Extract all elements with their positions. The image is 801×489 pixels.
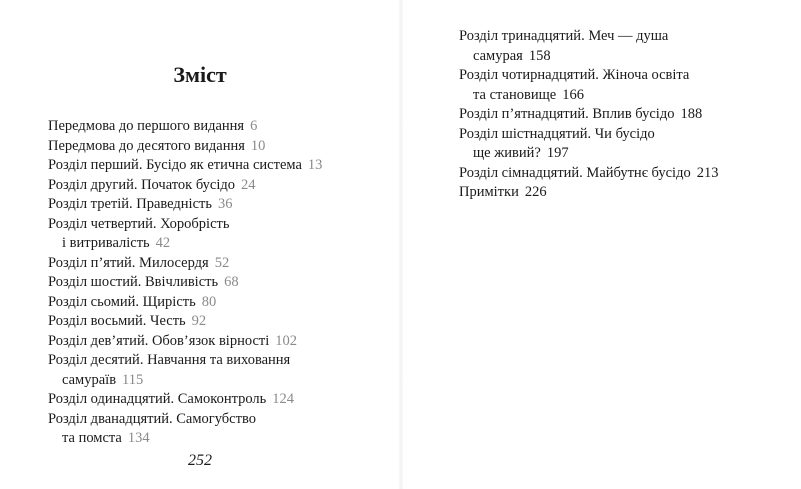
- toc-page-number: 13: [307, 157, 323, 173]
- toc-entry-title: Розділ одинадцятий. Самоконтроль: [48, 391, 267, 407]
- toc-entry-title: Розділ дванадцятий. Самогубство: [48, 410, 256, 427]
- toc-entry-final-line: [48, 273, 351, 293]
- right-page: [401, 0, 801, 489]
- toc-entry-line: [459, 27, 761, 47]
- toc-entry: [459, 66, 761, 105]
- left-toc-list: [48, 117, 351, 449]
- toc-page-number: 115: [122, 371, 144, 388]
- toc-page-number: 158: [528, 47, 551, 64]
- toc-entry-final-line: [459, 86, 761, 106]
- toc-entry-final-line: [48, 137, 351, 157]
- toc-entry: [48, 156, 351, 176]
- toc-entry-title: Примітки: [459, 184, 519, 200]
- toc-page-number: 226: [524, 184, 547, 200]
- toc-entry-title: Розділ третій. Праведність: [48, 196, 212, 212]
- toc-entry-title: та помста: [62, 430, 122, 446]
- toc-entry-final-line: [48, 371, 351, 391]
- toc-page-number: 102: [275, 332, 298, 349]
- toc-entry-title: самурая: [473, 47, 523, 64]
- toc-entry-title: самураїв: [62, 371, 117, 388]
- toc-entry-line: [459, 66, 761, 86]
- toc-entry-final-line: [459, 144, 761, 164]
- toc-entry-title: Розділ тринадцятий. Меч — душа: [459, 28, 669, 44]
- toc-entry: [459, 183, 761, 203]
- toc-page-number: 92: [191, 313, 207, 329]
- toc-entry: [48, 176, 351, 196]
- toc-entry: [48, 137, 351, 157]
- toc-entry: [459, 27, 761, 66]
- toc-entry-title: Розділ сьомий. Щирість: [48, 293, 196, 310]
- toc-heading: Зміст: [173, 62, 227, 87]
- toc-entry: [48, 215, 351, 254]
- toc-entry: [48, 273, 351, 293]
- toc-entry-title: Розділ десятий. Навчання та виховання: [48, 352, 291, 368]
- toc-entry-line: [48, 410, 351, 430]
- toc-entry-title: Розділ перший. Бусідо як етична система: [48, 157, 302, 173]
- toc-page-number: 42: [155, 235, 171, 251]
- toc-page-number: 36: [217, 196, 233, 212]
- toc-entry-final-line: [459, 183, 761, 203]
- toc-entry-title: Розділ п’ятнадцятий. Вплив бусідо: [459, 106, 675, 122]
- toc-entry: [48, 332, 351, 352]
- toc-entry-final-line: [459, 105, 761, 125]
- toc-entry-title: Розділ другий. Початок бусідо: [48, 176, 236, 193]
- toc-entry: [459, 125, 761, 164]
- toc-entry-final-line: [48, 117, 351, 137]
- toc-entry-line: [48, 351, 351, 371]
- toc-page-number: 213: [696, 164, 719, 181]
- toc-entry: [48, 117, 351, 137]
- toc-entry: [48, 293, 351, 313]
- toc-entry: [48, 312, 351, 332]
- toc-entry-final-line: [48, 234, 351, 254]
- toc-page-number: 166: [562, 86, 584, 103]
- toc-entry-final-line: [48, 195, 351, 215]
- toc-entry-final-line: [459, 164, 761, 184]
- toc-entry-title: Передмова до першого видання: [48, 118, 245, 134]
- toc-entry: [48, 254, 351, 274]
- toc-page-number: 24: [241, 176, 256, 193]
- toc-entry-final-line: [48, 332, 351, 352]
- toc-entry-title: Передмова до десятого видання: [48, 137, 245, 154]
- toc-entry-title: Розділ п’ятий. Милосердя: [48, 254, 209, 271]
- toc-entry-final-line: [48, 254, 351, 274]
- toc-entry: [48, 195, 351, 215]
- toc-entry: [459, 164, 761, 184]
- toc-entry-final-line: [459, 47, 761, 67]
- toc-entry-title: Розділ восьмий. Честь: [48, 313, 186, 329]
- toc-page-number: 188: [680, 106, 703, 122]
- toc-entry-title: Розділ дев’ятий. Обов’язок вірності: [48, 332, 270, 349]
- toc-page-number: 124: [272, 391, 295, 407]
- right-toc-list: [459, 27, 761, 203]
- toc-page-number: 197: [546, 145, 569, 161]
- toc-page-number: 10: [250, 137, 266, 154]
- toc-entry-title: Розділ четвертий. Хоробрість: [48, 215, 230, 232]
- toc-entry-title: ще живий?: [473, 145, 541, 161]
- toc-page-number: 68: [224, 274, 239, 290]
- toc-page-number: 6: [250, 118, 258, 134]
- toc-entry-title: Розділ шостий. Ввічливість: [48, 274, 219, 290]
- toc-page-number: 134: [127, 430, 150, 446]
- toc-entry-title: та становище: [473, 86, 557, 103]
- toc-page-number: 52: [214, 254, 230, 271]
- toc-entry-final-line: [48, 293, 351, 313]
- toc-entry-final-line: [48, 312, 351, 332]
- toc-entry: [48, 410, 351, 449]
- toc-entry-title: Розділ сімнадцятий. Майбутнє бусідо: [459, 164, 691, 181]
- toc-entry-title: Розділ шістнадцятий. Чи бусідо: [459, 125, 655, 142]
- toc-entry-line: [48, 215, 351, 235]
- toc-entry: [459, 105, 761, 125]
- toc-entry-final-line: [48, 156, 351, 176]
- toc-entry-final-line: [48, 176, 351, 196]
- toc-entry-title: і витривалість: [62, 235, 150, 251]
- toc-entry-final-line: [48, 390, 351, 410]
- toc-entry-final-line: [48, 429, 351, 449]
- toc-entry-title: Розділ чотирнадцятий. Жіноча освіта: [459, 67, 690, 83]
- page-number-folio: 252: [188, 452, 212, 469]
- toc-entry: [48, 390, 351, 410]
- toc-entry: [48, 351, 351, 390]
- toc-entry-line: [459, 125, 761, 145]
- left-page: [0, 0, 400, 489]
- toc-page-number: 80: [201, 293, 217, 310]
